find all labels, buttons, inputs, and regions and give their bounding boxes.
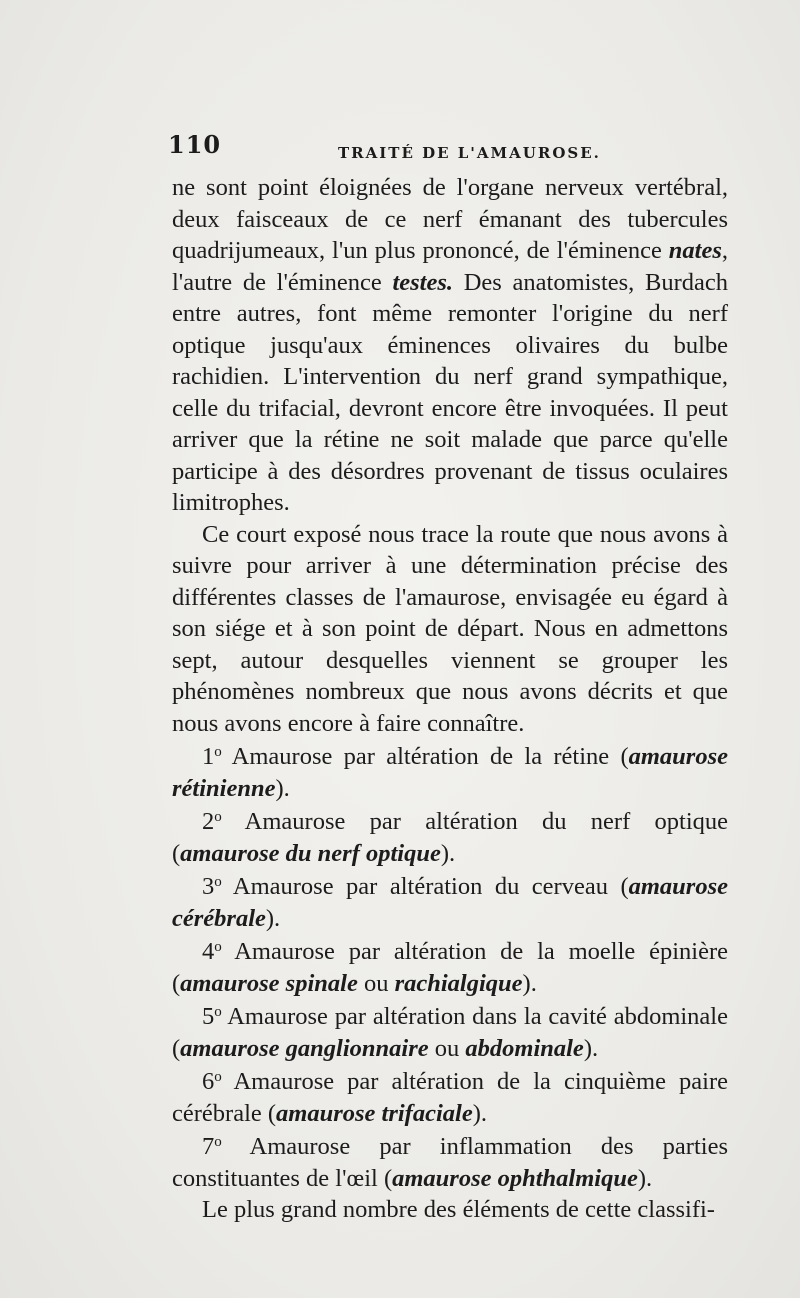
list-item-3: 3$^o$ Amaurose par altération du cerveau (amaurose cérébrale). bbox=[172, 873, 728, 932]
list-item-5: 5$^o$ Amaurose par altération dans la cavité abdominale (amaurose ganglionnaire ou abdominale). bbox=[172, 1003, 728, 1062]
running-title: TRAITÉ DE L'AMAUROSE. bbox=[338, 144, 601, 162]
page-body bbox=[172, 172, 728, 1226]
list-item-4: 4$^o$ Amaurose par altération de la moelle épinière (amaurose spinale ou rachialgique). bbox=[172, 938, 728, 997]
list-item-1: 1$^o$ Amaurose par altération de la rétine (amaurose rétinienne). bbox=[172, 743, 728, 802]
list-item-7: 7$^o$ Amaurose par inflammation des parties constituantes de l'œil (amaurose ophthalmique). bbox=[172, 1133, 728, 1192]
paragraph-continuation: ne sont point éloignées de l'organe nerveux vertébral, deux faisceaux de ce nerf émanant des tubercules quadrijumeaux, l'un plus prononcé, de l'éminence nates, l'autre de l'éminence testes. Des anatomistes, Burdach entre autres, font même remonter l'origine du nerf optique jusqu'aux éminences olivaires du bulbe rachidien. L'intervention du nerf grand sympathique, celle du trifacial, devront encore être invoquées. Il peut arriver que la rétine ne soit malade que parce qu'elle participe à des désordres provenant de tissus oculaires limitrophes. bbox=[172, 174, 728, 516]
list-item-6: 6$^o$ Amaurose par altération de la cinquième paire cérébrale (amaurose trifaciale). bbox=[172, 1068, 728, 1127]
list-item-2: 2$^o$ Amaurose par altération du nerf optique (amaurose du nerf optique). bbox=[172, 808, 728, 867]
paragraph-final-line: Le plus grand nombre des éléments de cette classifi- bbox=[202, 1196, 715, 1223]
page-header bbox=[168, 128, 728, 168]
page-number: 110 bbox=[168, 130, 222, 159]
paragraph-expose: Ce court exposé nous trace la route que nous avons à suivre pour arriver à une détermination précise des différentes classes de l'amaurose, envisagée eu égard à son siége et à son point de départ. Nous en admettons sept, autour desquelles viennent se grouper les phénomènes nombreux que nous avons décrits et que nous avons encore à faire connaître. bbox=[172, 520, 728, 737]
